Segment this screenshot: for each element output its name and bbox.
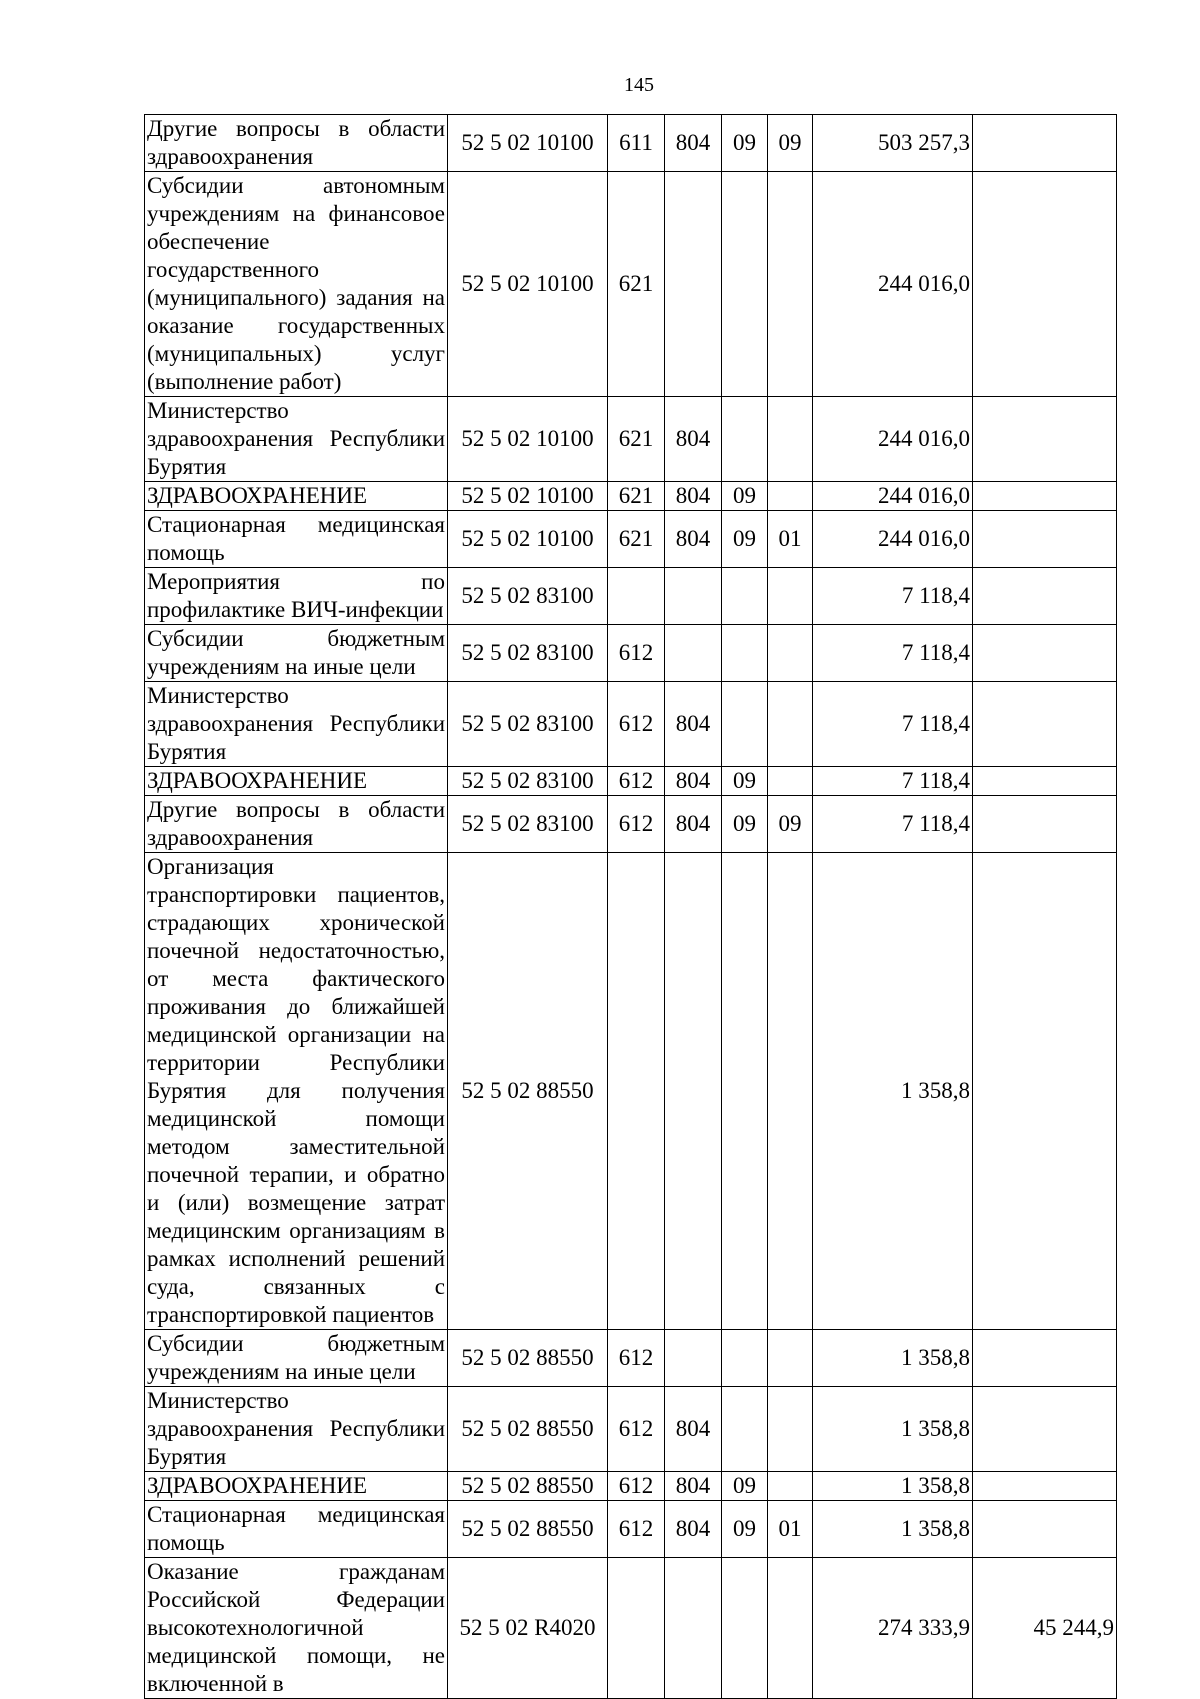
row-expense-type: 621: [608, 397, 665, 482]
row-name: Субсидии бюджетным учреждениям на иные цели: [145, 625, 448, 682]
table-row: [145, 397, 1117, 482]
row-amount-federal: [973, 1472, 1117, 1501]
row-expense-type: 612: [608, 1501, 665, 1558]
row-target-code: 52 5 02 83100: [448, 682, 608, 767]
table-row: [145, 853, 1117, 1330]
row-amount: 1 358,8: [813, 1330, 973, 1387]
row-section: [722, 397, 768, 482]
row-target-code: 52 5 02 10100: [448, 397, 608, 482]
table-row: [145, 1501, 1117, 1558]
row-name: ЗДРАВООХРАНЕНИЕ: [145, 482, 448, 511]
row-subsection: 09: [768, 115, 813, 172]
row-amount-federal: [973, 796, 1117, 853]
row-ministry-code: 804: [665, 767, 722, 796]
row-amount: 503 257,3: [813, 115, 973, 172]
row-ministry-code: [665, 1558, 722, 1699]
row-name: Организация транспортировки пациентов, страдающих хронической почечной недостаточностью, от места фактического проживания до ближайшей медицинской организации на территории Республики Бурятия для получения медицинской помощи методом заместительной почечной терапии, и обратно и (или) возмещение затрат медицинским организациям в рамках исполнений решений суда, связанных с транспортировкой пациентов: [145, 853, 448, 1330]
row-ministry-code: 804: [665, 1472, 722, 1501]
row-section: [722, 172, 768, 397]
row-amount-federal: [973, 853, 1117, 1330]
row-amount: 244 016,0: [813, 482, 973, 511]
row-subsection: [768, 853, 813, 1330]
row-subsection: 01: [768, 511, 813, 568]
row-target-code: 52 5 02 R4020: [448, 1558, 608, 1699]
row-amount: 244 016,0: [813, 172, 973, 397]
row-ministry-code: [665, 853, 722, 1330]
row-target-code: 52 5 02 10100: [448, 511, 608, 568]
row-subsection: [768, 397, 813, 482]
row-expense-type: 612: [608, 1330, 665, 1387]
row-subsection: [768, 172, 813, 397]
row-name: Стационарная медицинская помощь: [145, 511, 448, 568]
row-amount-federal: [973, 1387, 1117, 1472]
row-target-code: 52 5 02 88550: [448, 1472, 608, 1501]
table-row: [145, 482, 1117, 511]
row-expense-type: 612: [608, 682, 665, 767]
row-name: ЗДРАВООХРАНЕНИЕ: [145, 1472, 448, 1501]
row-subsection: [768, 682, 813, 767]
row-subsection: 01: [768, 1501, 813, 1558]
table-row: [145, 115, 1117, 172]
row-ministry-code: 804: [665, 482, 722, 511]
row-target-code: 52 5 02 83100: [448, 796, 608, 853]
row-amount: 7 118,4: [813, 796, 973, 853]
row-subsection: [768, 1387, 813, 1472]
budget-table: [144, 114, 1117, 1699]
row-amount: 1 358,8: [813, 1472, 973, 1501]
row-amount-federal: [973, 115, 1117, 172]
row-target-code: 52 5 02 88550: [448, 1330, 608, 1387]
row-amount-federal: [973, 568, 1117, 625]
row-amount-federal: [973, 767, 1117, 796]
row-section: 09: [722, 115, 768, 172]
table-row: [145, 511, 1117, 568]
row-name: Оказание гражданам Российской Федерации высокотехнологичной медицинской помощи, не включенной в: [145, 1558, 448, 1699]
row-amount: 7 118,4: [813, 568, 973, 625]
row-section: [722, 1387, 768, 1472]
row-expense-type: 612: [608, 796, 665, 853]
row-ministry-code: [665, 568, 722, 625]
row-ministry-code: [665, 172, 722, 397]
row-expense-type: 621: [608, 172, 665, 397]
table-row: [145, 1387, 1117, 1472]
row-expense-type: [608, 853, 665, 1330]
row-target-code: 52 5 02 83100: [448, 625, 608, 682]
row-section: 09: [722, 511, 768, 568]
row-section: 09: [722, 1472, 768, 1501]
row-target-code: 52 5 02 88550: [448, 1387, 608, 1472]
row-amount: 1 358,8: [813, 1501, 973, 1558]
row-amount-federal: [973, 1501, 1117, 1558]
row-ministry-code: 804: [665, 511, 722, 568]
table-row: [145, 682, 1117, 767]
row-target-code: 52 5 02 10100: [448, 482, 608, 511]
row-subsection: [768, 767, 813, 796]
row-target-code: 52 5 02 88550: [448, 1501, 608, 1558]
row-expense-type: 612: [608, 767, 665, 796]
row-amount: 1 358,8: [813, 1387, 973, 1472]
row-name: Субсидии автономным учреждениям на финансовое обеспечение государственного (муниципального) задания на оказание государственных (муниципальных) услуг (выполнение работ): [145, 172, 448, 397]
row-section: 09: [722, 767, 768, 796]
row-amount: 7 118,4: [813, 767, 973, 796]
row-subsection: [768, 482, 813, 511]
row-target-code: 52 5 02 10100: [448, 172, 608, 397]
row-ministry-code: 804: [665, 796, 722, 853]
row-subsection: 09: [768, 796, 813, 853]
row-amount-federal: [973, 482, 1117, 511]
row-expense-type: 612: [608, 625, 665, 682]
table-row: [145, 1472, 1117, 1501]
row-expense-type: 611: [608, 115, 665, 172]
row-ministry-code: 804: [665, 115, 722, 172]
row-expense-type: 621: [608, 511, 665, 568]
row-expense-type: 612: [608, 1387, 665, 1472]
row-name: Стационарная медицинская помощь: [145, 1501, 448, 1558]
row-subsection: [768, 1558, 813, 1699]
row-section: 09: [722, 482, 768, 511]
row-section: [722, 853, 768, 1330]
row-amount: 274 333,9: [813, 1558, 973, 1699]
row-name: Мероприятия по профилактике ВИЧ-инфекции: [145, 568, 448, 625]
table-row: [145, 172, 1117, 397]
row-subsection: [768, 1330, 813, 1387]
row-amount: 7 118,4: [813, 625, 973, 682]
row-amount: 244 016,0: [813, 397, 973, 482]
row-expense-type: 621: [608, 482, 665, 511]
row-amount-federal: [973, 397, 1117, 482]
row-name: ЗДРАВООХРАНЕНИЕ: [145, 767, 448, 796]
row-ministry-code: [665, 1330, 722, 1387]
row-name: Министерство здравоохранения Республики Бурятия: [145, 397, 448, 482]
row-amount: 244 016,0: [813, 511, 973, 568]
row-amount-federal: [973, 682, 1117, 767]
table-row: [145, 767, 1117, 796]
row-target-code: 52 5 02 88550: [448, 853, 608, 1330]
row-ministry-code: 804: [665, 682, 722, 767]
row-section: [722, 1330, 768, 1387]
row-amount: 1 358,8: [813, 853, 973, 1330]
row-name: Министерство здравоохранения Республики Бурятия: [145, 682, 448, 767]
table-row: [145, 1330, 1117, 1387]
row-target-code: 52 5 02 83100: [448, 767, 608, 796]
row-expense-type: 612: [608, 1472, 665, 1501]
row-amount-federal: [973, 172, 1117, 397]
row-name: Министерство здравоохранения Республики Бурятия: [145, 1387, 448, 1472]
row-section: [722, 568, 768, 625]
table-row: [145, 568, 1117, 625]
row-ministry-code: 804: [665, 1387, 722, 1472]
row-name: Субсидии бюджетным учреждениям на иные цели: [145, 1330, 448, 1387]
row-ministry-code: 804: [665, 1501, 722, 1558]
row-amount-federal: 45 244,9: [973, 1558, 1117, 1699]
row-section: [722, 682, 768, 767]
row-section: 09: [722, 796, 768, 853]
row-amount: 7 118,4: [813, 682, 973, 767]
row-subsection: [768, 625, 813, 682]
row-subsection: [768, 1472, 813, 1501]
row-amount-federal: [973, 1330, 1117, 1387]
row-target-code: 52 5 02 83100: [448, 568, 608, 625]
row-expense-type: [608, 1558, 665, 1699]
row-section: 09: [722, 1501, 768, 1558]
table-row: [145, 796, 1117, 853]
row-ministry-code: 804: [665, 397, 722, 482]
row-expense-type: [608, 568, 665, 625]
row-subsection: [768, 568, 813, 625]
row-amount-federal: [973, 625, 1117, 682]
table-row: [145, 1558, 1117, 1699]
row-name: Другие вопросы в области здравоохранения: [145, 796, 448, 853]
row-target-code: 52 5 02 10100: [448, 115, 608, 172]
row-section: [722, 1558, 768, 1699]
page-number: 145: [624, 74, 654, 96]
row-ministry-code: [665, 625, 722, 682]
budget-table-body: [145, 115, 1117, 1699]
row-amount-federal: [973, 511, 1117, 568]
table-row: [145, 625, 1117, 682]
row-section: [722, 625, 768, 682]
row-name: Другие вопросы в области здравоохранения: [145, 115, 448, 172]
